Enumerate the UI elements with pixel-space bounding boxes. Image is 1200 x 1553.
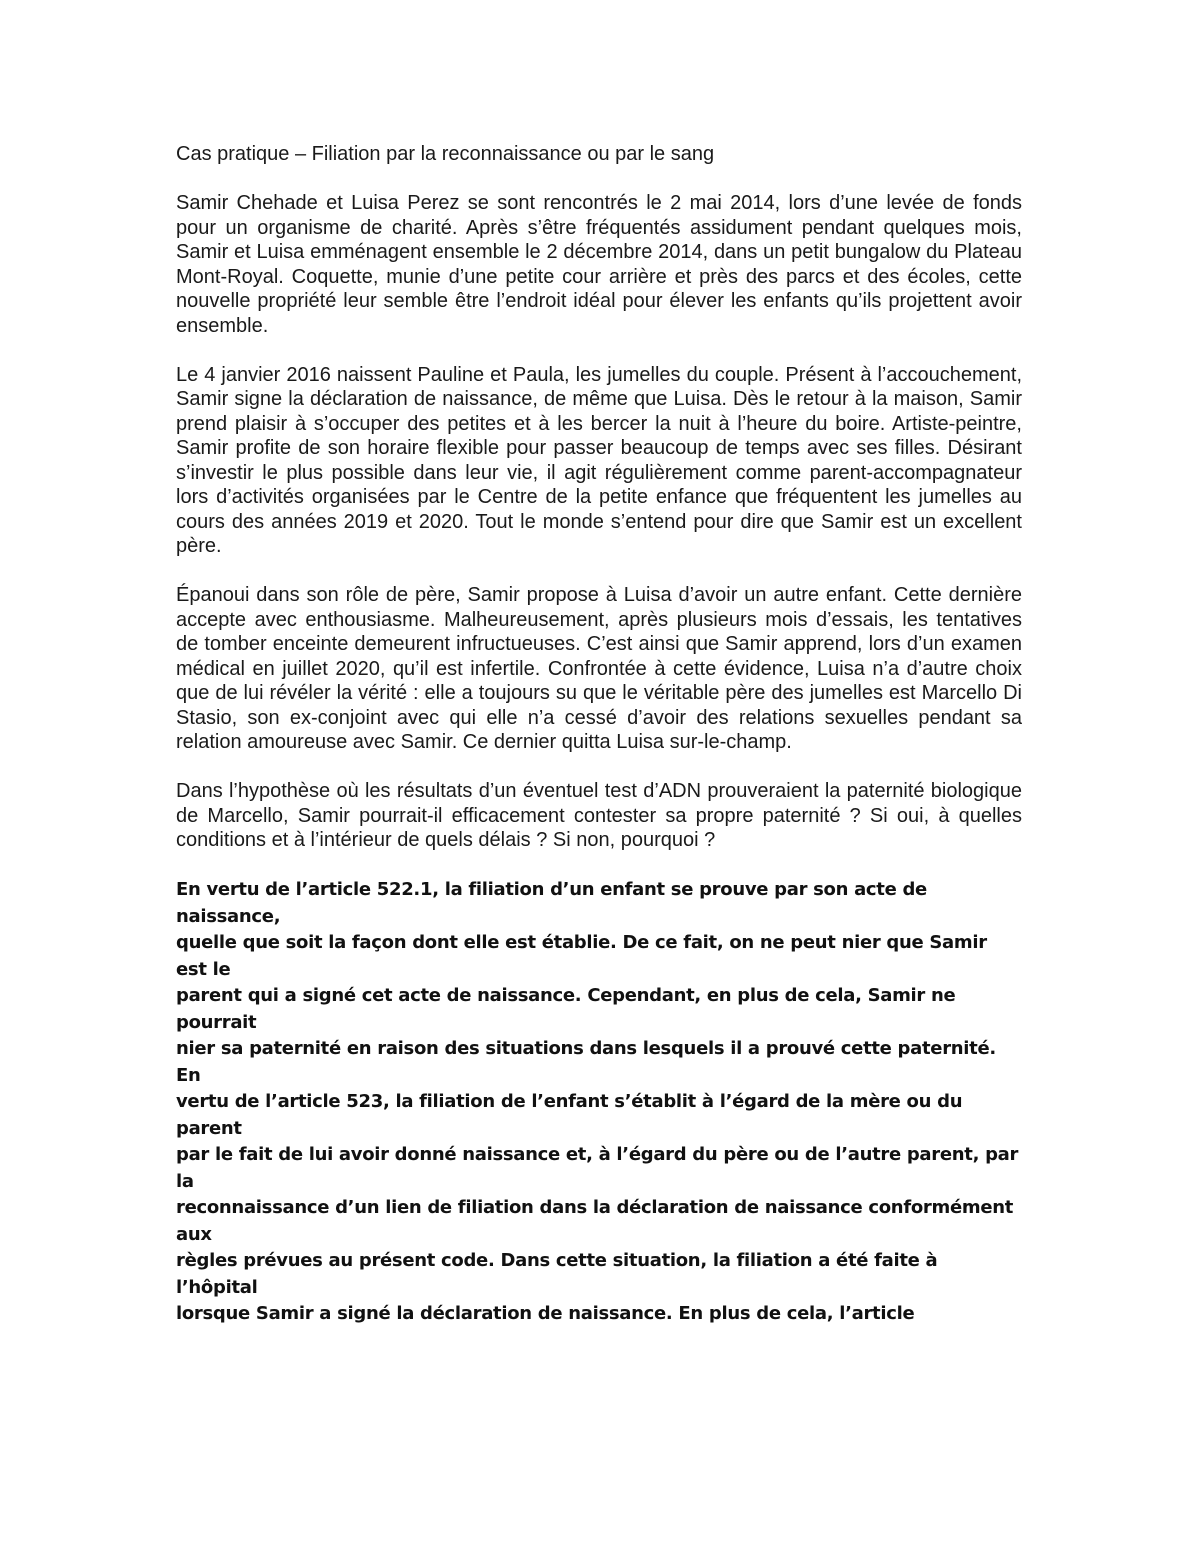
answer-line: vertu de l’article 523, la filiation de l’enfant s’établit à l’égard de la mère ou du parent xyxy=(176,1091,963,1139)
paragraph-question: Dans l’hypothèse où les résultats d’un éventuel test d’ADN prouveraient la paternité biologique de Marcello, Samir pourrait-il efficacement contester sa propre paternité ? Si oui, à quelles conditions et à l’intérieur de quels délais ? Si non, pourquoi ? xyxy=(176,780,1022,851)
paragraph-infertility: Épanoui dans son rôle de père, Samir propose à Luisa d’avoir un autre enfant. Cette dernière accepte avec enthousiasme. Malheureusement, après plusieurs mois d’essais, les tentatives de tomber enceinte demeurent infructueuses. C’est ainsi que Samir apprend, lors d’un examen médical en juillet 2020, qu’il est infertile. Confrontée à cette évidence, Luisa n’a d’autre choix que de lui révéler la vérité : elle a toujours su que le véritable père des jumelles est Marcello Di Stasio, son ex-conjoint avec qui elle n’a cessé d’avoir des relations sexuelles pendant sa relation amoureuse avec Samir. Ce dernier quitta Luisa sur-le-champ. xyxy=(176,584,1022,753)
answer-line: reconnaissance d’un lien de filiation dans la déclaration de naissance conformément aux xyxy=(176,1197,1014,1245)
answer-line: nier sa paternité en raison des situations dans lesquels il a prouvé cette paternité. En xyxy=(176,1038,996,1086)
answer-line: lorsque Samir a signé la déclaration de naissance. En plus de cela, l’article xyxy=(176,1303,915,1324)
answer-line: par le fait de lui avoir donné naissance et, à l’égard du père ou de l’autre parent, par la xyxy=(176,1144,1019,1192)
paragraph-birth: Le 4 janvier 2016 naissent Pauline et Paula, les jumelles du couple. Présent à l’accouchement, Samir signe la déclaration de naissance, de même que Luisa. Dès le retour à la maison, Samir prend plaisir à s’occuper des petites et à les bercer la nuit à l’heure du boire. Artiste-peintre, Samir profite de son horaire flexible pour passer beaucoup de temps avec ses filles. Désirant s’investir le plus possible dans leur vie, il agit régulièrement comme parent-accompagnateur lors d’activités organisées par le Centre de la petite enfance que fréquentent les jumelles au cours des années 2019 et 2020. Tout le monde s’entend pour dire que Samir est un excellent père. xyxy=(176,363,1022,557)
answer-line: parent qui a signé cet acte de naissance. Cependant, en plus de cela, Samir ne pourrait xyxy=(176,985,956,1033)
answer-block xyxy=(176,877,1022,1328)
answer-line: règles prévues au présent code. Dans cette situation, la filiation a été faite à l’hôpital xyxy=(176,1250,938,1298)
answer-line: En vertu de l’article 522.1, la filiation d’un enfant se prouve par son acte de naissance, xyxy=(176,879,927,927)
document-body xyxy=(176,142,1022,1328)
answer-line: quelle que soit la façon dont elle est établie. De ce fait, on ne peut nier que Samir est le xyxy=(176,932,987,980)
document-title: Cas pratique – Filiation par la reconnaissance ou par le sang xyxy=(176,143,715,165)
paragraph-meeting: Samir Chehade et Luisa Perez se sont rencontrés le 2 mai 2014, lors d’une levée de fonds pour un organisme de charité. Après s’être fréquentés assidument pendant quelques mois, Samir et Luisa emménagent ensemble le 2 décembre 2014, dans un petit bungalow du Plateau Mont-Royal. Coquette, munie d’une petite cour arrière et près des parcs et des écoles, cette nouvelle propriété leur semble être l’endroit idéal pour élever les enfants qu’ils projettent avoir ensemble. xyxy=(176,192,1022,337)
